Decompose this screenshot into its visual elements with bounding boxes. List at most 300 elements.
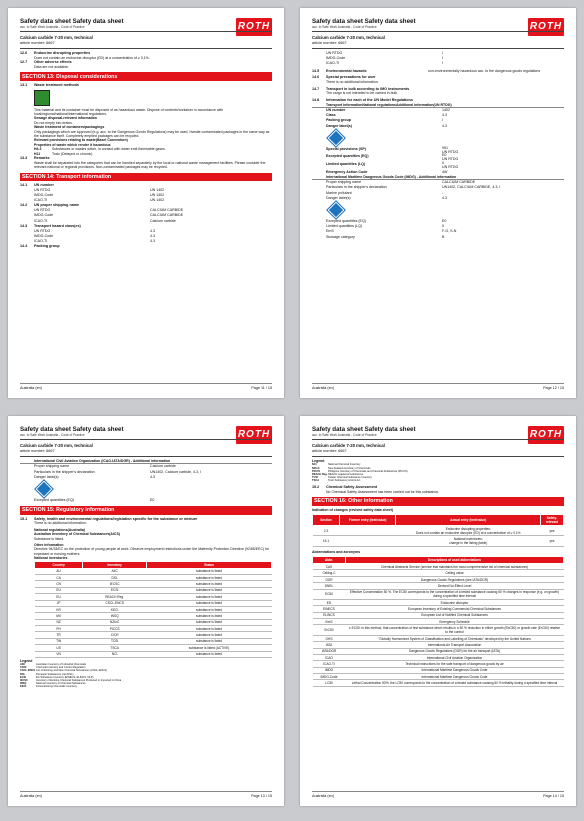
legend-list (312, 463, 564, 482)
legend-abbreviation: PICCS (312, 469, 320, 473)
kv-value: CALCIUM CARBIDE (150, 208, 184, 213)
kv-key: UN RTDG (326, 51, 343, 55)
kv-value: 4.3 (442, 195, 447, 200)
waste-code: H11 (34, 151, 41, 156)
dangerous-when-wet-label-icon (328, 202, 345, 219)
aics-heading: Australian Inventory of Chemical Substances(AICS) (34, 532, 120, 537)
section-number: 14.5 (312, 68, 320, 73)
legend-description: National Inventory of Chemical Substances (36, 681, 86, 685)
section-15-header: SECTION 15: Regulatory information (20, 506, 272, 514)
page-subtitle: acc. to Safe Work Australia - Code of Practice (20, 25, 85, 29)
waste-code-text: Toxic (Delayed or chronic) (52, 151, 93, 156)
roth-logo: ROTH (528, 18, 564, 36)
legend-abbreviation: AIIC (20, 663, 26, 667)
kv-value: UN 1402 (150, 187, 165, 192)
section-text: The cargo is not intended to be carried in bulk. (326, 91, 398, 96)
table-cell: yes (541, 536, 564, 546)
document-page-13 (8, 416, 284, 806)
kv-value: B (442, 234, 445, 239)
table-cell: REACH Reg. (83, 594, 147, 600)
table-cell: MX (35, 613, 83, 619)
aics-text: Substance is listed. (34, 536, 65, 541)
section-heading: Environmental hazards (326, 68, 367, 73)
table-cell: substance is listed (147, 619, 272, 625)
legend-abbreviation: NZIoC (312, 466, 320, 470)
section-number: 13.1 (20, 82, 28, 87)
table-header: Descriptions of used abbreviations (346, 557, 564, 564)
changes-table (312, 514, 564, 547)
kv-key: UN number (326, 108, 346, 113)
kv-key: Class (326, 113, 336, 118)
kv-value: 4.3 (442, 113, 447, 118)
footer-locale: Australia (en) (312, 794, 334, 798)
remarks-text: Waste shall be separated into the categories that can be handled separately by the local or national waste management facilities. Please consider the relevant national or regional provisions. Non-contaminated packages may be recycled. (34, 160, 266, 170)
legend-description: Inventory of Existing Chemical Substances Produced or Imported in China (36, 678, 122, 682)
table-cell: substance is listed (147, 587, 272, 593)
table-header: Inventory (83, 561, 147, 568)
section-heading: Transport in bulk according to IMO instruments (326, 86, 410, 91)
table-cell: IATA/DGR (313, 648, 346, 654)
legend-abbreviation: CICR (20, 666, 27, 670)
kv-value: E0 (150, 498, 155, 503)
legend-abbreviation: KECI (20, 684, 27, 688)
section-number: 14.7 (312, 86, 320, 91)
legend-abbreviation: DSL (20, 672, 26, 676)
legend-abbreviation: REACH Reg. (312, 472, 328, 476)
kv-value: Calcium carbide (150, 464, 176, 469)
legend-description: Australian Inventory of Industrial Chemicals (36, 663, 86, 667)
kv-value: 4W (442, 169, 448, 174)
table-cell: CN (35, 581, 83, 587)
table-cell: National inventories: change in the listing (table) (396, 536, 541, 546)
page-footer (20, 383, 272, 390)
footer-page-number: Page 11 / 15 (251, 386, 272, 390)
table-cell: ICAO-TI (313, 661, 346, 667)
kv-key: Danger label(s) (326, 123, 352, 128)
table-cell: DGR (313, 576, 346, 582)
table-cell: GHS (313, 635, 346, 641)
roth-logo: ROTH (236, 426, 272, 444)
change-row (313, 525, 564, 535)
article-number: article number: 6667 (20, 449, 55, 453)
legend-description: Philippine Inventory of Chemicals and Chemical Substances (PICCS) (328, 469, 408, 473)
table-cell: Ceiling value (346, 570, 564, 576)
kv-value: Calcium carbide (150, 218, 176, 223)
legend-description: List of Existing and New Chemical Substances (CSCL-ENCS) (36, 669, 107, 673)
section-number: 14.4 (20, 244, 28, 249)
legend-abbreviation: IECSC (20, 678, 28, 682)
table-cell: European List of Notified Chemical Substances (346, 612, 564, 618)
kv-value: 4.3 (150, 233, 155, 238)
changes-heading: Indication of changes (revised safety data sheet) (312, 507, 393, 512)
table-cell: CICR (83, 632, 147, 638)
table-cell: substance is listed (147, 568, 272, 574)
table-cell: Emergency Schedule (346, 619, 564, 625)
document-page-12 (300, 8, 576, 398)
table-cell: International Air Transport Association (346, 642, 564, 648)
table-cell: substance is listed (147, 606, 272, 612)
abbreviation-row (313, 680, 564, 686)
inventories-table (34, 561, 272, 658)
table-cell: Derived No-Effect Level (346, 583, 564, 589)
national-regulations-heading: National regulations(Australia) (34, 527, 85, 532)
table-cell: IECSC (83, 581, 147, 587)
section-number: 15.1 (20, 516, 28, 521)
table-header: Section (313, 514, 340, 525)
legend-description: Taiwan Chemical Substance Inventory (328, 475, 372, 479)
section-16-header: SECTION 16: Other information (312, 497, 564, 505)
kv-value: UN 1402 (150, 193, 165, 198)
kv-key: Particulars in the shipper's declaration (326, 185, 387, 190)
legend-item (20, 685, 272, 688)
page-subtitle: acc. to Safe Work Australia - Code of Practice (312, 433, 377, 437)
legend-abbreviation: TCSI (312, 475, 318, 479)
table-cell: Dangerous Goods Regulations (DGR) for the air transport (IATA) (346, 648, 564, 654)
table-cell: European Inventory of Existing Commercial Chemical Substances (346, 606, 564, 612)
table-cell: INSQ (83, 613, 147, 619)
kv-key: Excepted quantities (EQ) (34, 498, 74, 503)
table-cell: JP (35, 600, 83, 606)
section-text: Data are not available. (34, 65, 70, 69)
icao-heading: International Civil Aviation Organization (ICAO-IATA/DGR) - Additional information (20, 459, 272, 464)
table-cell: IMDG-Code (313, 674, 346, 680)
table-cell: substance is listed (147, 600, 272, 606)
table-cell: NZ (35, 619, 83, 625)
kv-value: - (442, 190, 444, 195)
section-number: 12.7 (20, 60, 28, 65)
table-cell: NZIoC (83, 619, 147, 625)
dangerous-when-wet-label-icon (328, 129, 345, 146)
kv-key: UN RTDG (34, 187, 51, 192)
env-hazard-value: non-environmentally hazardous acc. to the dangerous goods regulations (428, 68, 541, 73)
waste-code-text: Substances or wastes which, in contact with water emit flammable gases (52, 147, 165, 152)
page-footer (312, 383, 564, 390)
footer-page-number: Page 14 / 15 (543, 794, 564, 798)
abbreviation-row (313, 589, 564, 599)
table-cell: TSCA (83, 645, 147, 651)
legend-description: Domestic Substances List (DSL) (36, 672, 74, 676)
table-header: Safety-relevant (541, 514, 564, 525)
page-footer (20, 791, 272, 798)
table-cell: International Civil Aviation Organization (346, 654, 564, 660)
kv-key: Stowage category (326, 234, 355, 239)
section-heading: Transport hazard class(es) (34, 223, 81, 228)
legend-description: Korea Existing Chemicals Inventory (36, 684, 77, 688)
table-cell: ≡ EC50: in this method, that concentration of test substance which results in a 50 % reduction in either growth (EbC50) or growth rate (ErC50) relative to the control (346, 625, 564, 635)
table-cell: EU (35, 594, 83, 600)
kv-key: Excepted quantities (EQ) (326, 219, 366, 224)
kv-key: Limited quantities (LQ) (326, 162, 366, 167)
roth-logo: ROTH (236, 18, 272, 36)
table-cell: EC50 (313, 589, 346, 599)
kv-key: IMDG-Code (34, 233, 54, 238)
adg-heading: Transport InformationNational regulationsAdditional information(UN RTDG) (312, 103, 564, 108)
kv-value: I (442, 61, 443, 66)
product-name: Calcium carbide 7-20 mm, technical (312, 443, 385, 448)
footer-locale: Australia (en) (20, 794, 42, 798)
table-cell: PH (35, 626, 83, 632)
packaging-heading: Waste treatment of containers/packagings (34, 125, 105, 130)
table-cell: Dangerous Goods Regulations (see IATA/DGR) (346, 576, 564, 582)
kv-key: Danger label(s) (326, 195, 351, 200)
table-cell: substance is listed (147, 632, 272, 638)
table-cell: substance is listed (147, 594, 272, 600)
kv-value: CALCIUM CARBIDE (150, 213, 184, 218)
page-subtitle: acc. to Safe Work Australia - Code of Practice (20, 433, 85, 437)
kv-key: Proper shipping name (326, 180, 362, 185)
abbreviations-table-body (313, 564, 564, 687)
table-cell: EU (35, 587, 83, 593)
document-page-11 (8, 8, 284, 398)
table-cell: IMDG (313, 667, 346, 673)
kv-value: I (442, 118, 443, 123)
table-cell: CA (35, 575, 83, 581)
abbreviations-heading: Abbreviations and acronyms (312, 549, 361, 554)
table-cell: EmS (313, 619, 346, 625)
kv-key: IMDG-Code (326, 56, 346, 61)
table-cell: US (35, 645, 83, 651)
table-cell: TW (35, 638, 83, 644)
kv-key: Packing group (326, 118, 351, 123)
table-cell: substance is listed (147, 581, 272, 587)
product-name: Calcium carbide 7-20 mm, technical (20, 443, 93, 448)
table-header: Former entry (text/value) (340, 514, 396, 525)
table-cell: ECSI (83, 587, 147, 593)
legend-description: EC Substance Inventory (EINECS, ELINCS, NLP) (36, 675, 94, 679)
legend-heading: Legend (312, 459, 325, 463)
footer-page-number: Page 12 / 15 (543, 386, 564, 390)
recycling-pictogram-icon (34, 90, 50, 106)
legend-abbreviation: CSCL-ENCS (20, 669, 36, 673)
section-14-header: SECTION 14: Transport information (20, 173, 272, 181)
kv-key: Excepted quantities (EQ) (326, 154, 369, 159)
kv-value: I (442, 51, 443, 55)
legend-description: Chemical Inventory and Control Regulation (36, 666, 86, 670)
changes-table-body (313, 525, 564, 546)
article-number: article number: 6667 (312, 449, 347, 453)
table-cell: DSL (83, 575, 147, 581)
table-cell (340, 536, 396, 546)
section-number: 12.6 (20, 51, 28, 55)
article-number: article number: 6667 (312, 41, 347, 45)
table-cell: 15.1 (313, 536, 340, 546)
section-number: 14.2 (20, 203, 28, 208)
table-cell: ErC50 (313, 625, 346, 635)
disposal-text: This material and its container must be disposed of as hazardous waste. Dispose of contents/container in accordance with local/regional/national/international regulations. (34, 107, 224, 116)
abbreviations-table (312, 556, 564, 687)
basel-heading: Relevant provisions relating to waste(Basel Convention) (34, 138, 128, 143)
sewage-heading: Sewage disposal-relevant information (34, 116, 98, 121)
kv-value: 4.3 (442, 123, 447, 128)
section-heading: Remarks (34, 156, 50, 161)
table-cell: Technical instructions for the safe transport of dangerous goods by air (346, 661, 564, 667)
product-name: Calcium carbide 7-20 mm, technical (20, 35, 93, 40)
section-number: 14.8 (312, 97, 320, 102)
page-subtitle: acc. to Safe Work Australia - Code of Practice (312, 25, 377, 29)
table-cell: ELINCS (313, 612, 346, 618)
section-heading: Safety, health and environmental regulations/legislation specific for the substance or mixture (34, 516, 198, 521)
document-page-14 (300, 416, 576, 806)
kv-value: 1402 (442, 108, 450, 113)
section-heading: Special precautions for user (326, 75, 376, 80)
page-footer (312, 791, 564, 798)
table-cell: Endocrine disrupting properties: Does not contain an endocrine disruptor (ED) at a concentration of ≥ 0.1% (396, 525, 541, 535)
legend-abbreviation: NCI (312, 463, 317, 467)
inventories-heading: National inventories (34, 556, 68, 561)
footer-locale: Australia (en) (312, 386, 334, 390)
kv-key: ICAO-TI (326, 61, 340, 66)
kv-key: Proper shipping name (34, 464, 70, 469)
table-cell: substance is listed (ACTIVE) (147, 645, 272, 651)
section-heading: Packing group (34, 244, 60, 249)
table-cell: VN (35, 651, 83, 657)
section-number: 14.1 (20, 183, 28, 188)
section-heading: UN proper shipping name (34, 203, 80, 208)
kv-value: 4.3 (150, 239, 155, 244)
table-cell: DNEL (313, 583, 346, 589)
legend-list (20, 663, 272, 688)
legend-abbreviation: INSQ (20, 681, 27, 685)
table-cell: TCSI (83, 638, 147, 644)
packaging-text: Only packagings which are approved (e.g. acc. to the Dangerous Goods Regulations) may be used. Handle contaminated packages in the same way as the substance itself. Completely emptied packages can be recycled. (34, 129, 270, 139)
legend-description: New Zealand Inventory of Chemicals (328, 466, 371, 470)
table-header: Abbr. (313, 557, 346, 564)
kv-key: ICAO-TI (34, 218, 48, 223)
section-heading: Information for each of the UN Model Regulations (326, 97, 413, 102)
page-title: Safety data sheet Safety data sheet (312, 18, 416, 25)
table-cell: 2.3 (313, 525, 340, 535)
dangerous-when-wet-label-icon (36, 481, 53, 498)
kv-value: 951 UN RTDG (442, 145, 459, 154)
abbreviation-row (313, 625, 564, 635)
section-number: 15.2 (312, 484, 320, 489)
kv-value: CALCIUM CARBIDE (442, 180, 476, 185)
table-cell: PICCS (83, 626, 147, 632)
footer-locale: Australia (en) (20, 386, 42, 390)
section-text: There is no additional information. (34, 521, 87, 526)
table-cell: CSCL-ENCS (83, 600, 147, 606)
table-cell: IATA (313, 642, 346, 648)
kv-key: ICAO-TI (34, 239, 48, 244)
section-text: Does not contain an endocrine disruptor (ED) at a concentration of ≥ 0,1%. (34, 55, 150, 60)
waste-code: H4.3 (34, 147, 42, 152)
kv-key: Limited quantities (LQ) (326, 224, 363, 229)
table-cell: Chemical Abstracts Service (service that maintains the most comprehensive list of chemical substances) (346, 564, 564, 570)
kv-key: EmS (326, 229, 334, 234)
section-heading: Other adverse effects (34, 60, 72, 65)
section-number: 13.3 (20, 156, 28, 161)
legend-description: National Chemical Inventory (328, 463, 361, 467)
kv-value: F-G, S-N (442, 229, 457, 234)
section-heading: Chemical Safety Assessment (326, 484, 378, 489)
table-cell: AIIC (83, 568, 147, 574)
table-cell: EINECS (313, 606, 346, 612)
page-title: Safety data sheet Safety data sheet (312, 426, 416, 433)
table-cell: yes (541, 525, 564, 535)
kv-key: Marine pollutant (326, 190, 352, 195)
section-heading: UN number (34, 183, 54, 188)
table-cell: substance is listed (147, 626, 272, 632)
footer-page-number: Page 13 / 15 (251, 794, 272, 798)
kv-value: E0 (442, 219, 447, 224)
table-cell: substance is listed (147, 575, 272, 581)
table-cell: TR (35, 632, 83, 638)
table-cell: NCI (83, 651, 147, 657)
kv-key: Emergency Action Code (326, 169, 368, 174)
sewage-text: Do not empty into drains. (34, 120, 73, 125)
table-cell: ICAO (313, 654, 346, 660)
kv-value: 4.3 (150, 474, 155, 479)
section-number: 14.6 (312, 75, 320, 80)
inventories-table-body (35, 568, 272, 657)
legend-heading: Legend (20, 658, 33, 663)
table-cell: International Maritime Dangerous Goods Code (346, 674, 564, 680)
table-cell: Lethal Concentration 50%: the LC50 corresponds to the concentration of a tested substance causing 50 % lethality during a specified time interval (346, 680, 564, 686)
table-cell: KECI (83, 606, 147, 612)
table-cell: Ceiling-C (313, 570, 346, 576)
legend-abbreviation: ECSI (20, 675, 27, 679)
table-cell: Effective Concentration 50 %. The EC50 corresponds to the concentration of a tested substance causing 50 % changes in response (e.g. on growth) during a specified time interval (346, 589, 564, 599)
kv-key: Danger label(s) (34, 474, 59, 479)
kv-value: UN 1402 (150, 198, 165, 203)
table-cell: International Maritime Dangerous Goods Code (346, 667, 564, 673)
table-cell: Endocrine disruptor (346, 599, 564, 605)
legend-abbreviation: TSCA (312, 478, 320, 482)
section-text: There is no additional information. (326, 80, 379, 85)
table-cell: substance is listed (147, 613, 272, 619)
imdg-heading: International Maritime Dangerous Goods Code (IMDG) - Additional information (312, 175, 564, 180)
table-cell: substance is listed (147, 638, 272, 644)
kv-value: I (442, 56, 443, 61)
kv-value: UN1402, Calcium carbide, 4.3, I (150, 469, 201, 474)
legend-item (312, 479, 564, 482)
section-text: No Chemical Safety Assessment has been carried out for this substance. (326, 489, 440, 494)
table-cell: CAS (313, 564, 346, 570)
kv-key: Special provisions (SP) (326, 146, 366, 151)
table-cell: substance is listed (147, 651, 272, 657)
kv-key: UN RTDG (34, 228, 51, 233)
waste-properties-heading: Properties of waste which render it hazardous (34, 142, 111, 147)
change-row (313, 536, 564, 546)
page-title: Safety data sheet Safety data sheet (20, 18, 124, 25)
page-title: Safety data sheet Safety data sheet (20, 426, 124, 433)
kv-key: IMDG-Code (34, 213, 54, 218)
section-heading: Waste treatment methods (34, 82, 79, 87)
table-cell: AU (35, 568, 83, 574)
other-info-heading: Other information (34, 543, 64, 548)
roth-logo: ROTH (528, 426, 564, 444)
legend-description: Toxic Substance Control Act (328, 478, 361, 482)
section-heading: Endocrine disrupting properties (34, 51, 91, 55)
table-cell: KR (35, 606, 83, 612)
table-cell: "Globally Harmonized System of Classification and Labelling of Chemicals" developed by the United Nations (346, 635, 564, 641)
kv-value: 4.3 (150, 228, 155, 233)
kv-value: 0 (442, 224, 444, 229)
table-cell: LC50 (313, 680, 346, 686)
table-header: Status (147, 561, 272, 568)
article-number: article number: 6667 (20, 41, 55, 45)
section-13-header: SECTION 13: Disposal considerations (20, 72, 272, 80)
kv-key: ICAO-TI (34, 198, 48, 203)
kv-value: 0 UN RTDG (442, 161, 459, 169)
section-number: 14.3 (20, 223, 28, 228)
inventory-row (35, 651, 272, 657)
other-info-text: Directive 94/33/EC on the protection of young people at work. Observe employment restrictions under the Maternity Protection Directive (92/85/EEC) for expectant or nursing mothers. (34, 547, 270, 556)
product-name: Calcium carbide 7-20 mm, technical (312, 35, 385, 40)
kv-value: UN1402, CALCIUM CARBIDE, 4.3, I (442, 185, 501, 190)
kv-key: Particulars in the shipper's declaration (34, 469, 95, 474)
table-cell: ED (313, 599, 346, 605)
